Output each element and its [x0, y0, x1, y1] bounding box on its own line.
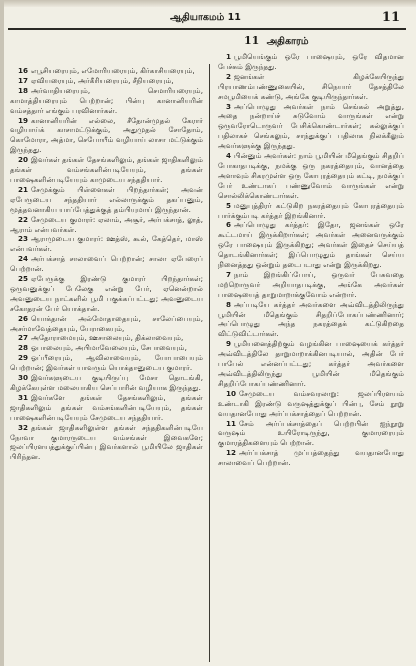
verse-text: ஜனங்கள் கிழக்கேயிருந்து பிரயாணம்பண்ணுகையில், சிநெயார் தேசத்திலே சமபூமியைக் கண்டு, அங்கே குடியிருந்தார்கள்.	[218, 71, 404, 101]
verse	[10, 155, 203, 185]
verse-text: கானானியரின் எல்லை, சீதோன்முதல் கேரார் வழியாய்க் காசாமட்டுக்கும், அதுமுதல் சோதோம், கொமோரா, அத்மா, செபோயீம் வழியாய் லாசா மட்டுக்கும் இருந்தது.	[10, 115, 203, 155]
right-column	[218, 52, 404, 468]
verse	[218, 448, 404, 468]
verse-text: பூமியெங்கும் ஒரே பாஷையும், ஒரே விதமான பேச்சும் இருந்தது.	[218, 52, 404, 71]
verse-number: 31	[18, 392, 29, 402]
verse	[10, 66, 203, 76]
verse-number: 2	[226, 71, 232, 81]
verse	[218, 220, 404, 270]
verse-number: 11	[226, 418, 237, 428]
chapter-word: அதிகாரம்	[266, 36, 309, 47]
verse-text: ஓபாலையும், அபிமாவேலையும், சேபாவையும்,	[31, 343, 187, 353]
verse-text: சேமுக்கும் பிள்ளைகள் பிறந்தார்கள்; அவன் ஏபேருடைய சந்ததியார் எல்லாருக்கும் தகப்பனும், மூத்தவனாகிய யாப்பேத்துக்குத் தம்பியுமாய் இருந்தான்.	[10, 184, 203, 214]
verse-number: 29	[18, 353, 29, 363]
verse	[218, 339, 404, 389]
verse-number: 26	[18, 313, 29, 323]
verse	[218, 300, 404, 340]
verse-number: 10	[226, 388, 237, 398]
verse-number: 9	[226, 339, 232, 349]
verse-number: 22	[18, 214, 29, 224]
verse-number: 27	[18, 333, 29, 343]
verse-number: 23	[18, 234, 29, 244]
verse-number: 6	[226, 220, 232, 230]
verse	[10, 373, 203, 393]
verse	[10, 234, 203, 254]
verse	[10, 314, 203, 334]
verse-number: 8	[226, 299, 232, 309]
verse	[10, 393, 203, 423]
verse	[10, 76, 203, 86]
header-rule	[8, 28, 406, 30]
verse-text: ஏபேருக்கு இரண்டு குமாரர் பிறந்தார்கள்; ஒருவனுக்குப் பேலேகு என்று பேர், ஏனென்றால் அவனுடைய நாட்களில் பூமி பகுக்கப்பட்டது; அவனுடைய சகோதரன் பேர் யொக்தான்.	[10, 274, 203, 313]
verse	[10, 274, 203, 314]
verse-number: 19	[18, 115, 29, 125]
verse-text: சேம் அர்ப்பக்சாத்தைப் பெற்றபின் ஐந்நூறு வருஷம் உயிரோடிருந்து, குமாரரையும் குமாரத்திகளையும் பெற்றான்.	[218, 418, 404, 448]
verse	[10, 353, 203, 373]
verse-text: சேமுடைய வம்சவரலாறு: ஜலப்பிரளயம் உண்டாகி இரண்டு வருஷத்துக்குப் பின்பு, சேம் நூறு வயதானபோது அர்ப்பக்சாத்தைப் பெற்றான்.	[218, 388, 404, 418]
verse-number: 32	[18, 422, 29, 432]
verse-number: 18	[18, 85, 29, 95]
verse-number: 20	[18, 155, 29, 165]
verse-text: இவர்களுடைய குடியிருப்பு மேசா தொடங்கி, கிழக்கேயுள்ள மலையாகிய செப்பாரின் வழியாக இருந்தது.	[10, 373, 203, 392]
verse	[218, 72, 404, 102]
verse-number: 21	[18, 184, 29, 194]
verse-text: தங்கள் ஜாதிகளிலுள்ள தங்கள் சந்ததிகளின்படியே நோவா குமாரருடைய வம்சங்கள் இவைகளே; ஜலப்பிரளயத்துக்குப்பின்பு இவர்களால் பூமியிலே ஜாதிகள் பிரிந்தன.	[10, 422, 203, 462]
verse-text: பின்னும் அவர்கள்: நாம் பூமியின் மீதெங்கும் சிதறிப் போகாதபடிக்கு, நமக்கு ஒரு நகரத்தையும், வானத்தை அளாவும் சிகரமுள்ள ஒரு கோபுரத்தையும் கட்டி, நமக்குப் பேர் உண்டாகப் பண்ணுவோம் வாருங்கள் என்று சொல்லிக்கொண்டார்கள்.	[218, 151, 404, 200]
verse	[218, 419, 404, 449]
verse-text: அர்பக்சாத் சாலாவைப் பெற்றான்; சாலா ஏபேரைப் பெற்றான்.	[10, 254, 203, 274]
verse	[218, 151, 404, 201]
verse	[10, 423, 203, 463]
verse	[10, 215, 203, 235]
verse-text: சேமுடைய குமாரர்: ஏலாம், அசூர், அர்பக்சாத், லூத், ஆராம் என்பவர்கள்.	[10, 214, 203, 234]
verse-number: 3	[226, 101, 232, 111]
verse-text: ஏவியரையும், அர்கீரியரையும், சீநியரையும்,	[31, 75, 174, 85]
verse	[10, 254, 203, 274]
chapter-number: 11	[244, 34, 260, 47]
verse-number: 30	[18, 373, 29, 383]
verse-text: ஓப்பீரையும், ஆவிலாவையும், யோபாபையும் பெற்றான்; இவர்கள் யாவரும் யொக்தானுடைய குமாரர்.	[10, 353, 203, 373]
verse-number: 16	[18, 66, 29, 75]
verse-text: யொக்தான் அல்மோதாதையும், சாலேப்பையும், அசர்மாவேத்தையும், யேராகையும்,	[10, 313, 203, 333]
verse	[218, 102, 404, 152]
verse-text: அதோராமையும், ஊசாலையும், திக்லாவையும்,	[31, 333, 184, 343]
verse	[10, 343, 203, 353]
verse-number: 1	[226, 52, 232, 61]
verse	[218, 201, 404, 221]
verse-text: மனுபுத்திரர் கட்டுகிற நகரத்தையும் கோபுரத்தையும் பார்க்கும்படி கர்த்தர் இறங்கினார்.	[218, 200, 404, 220]
verse-text: அப்பொழுது கர்த்தர்: இதோ, ஜனங்கள் ஒரே கூட்டமாய் இருக்கிறார்கள்; அவர்கள் அனைவருக்கும் ஒரே பாஷையும் இருக்கிறது; அவர்கள் இதைச் செய்யத் தொடங்கினார்கள்; இப்பொழுதும் தாங்கள் செய்ய நினைத்தது ஒன்றும் தடைபடாது என்று இருக்கிறது.	[218, 220, 404, 270]
page-top-edge	[4, 0, 416, 7]
verse-number: 12	[226, 448, 237, 458]
verse-text: எபூசியரையும், எமோரியரையும், கிர்காசியரையும்,	[31, 66, 195, 75]
verse	[218, 52, 404, 72]
verse	[218, 389, 404, 419]
verse-text: பூமியனைத்திற்கும் வழங்கின பாஷையைக் கர்த்தர் அவ்விடத்திலே தாறுமாறாக்கினபடியால், அதின் பேர் பாபேல் என்னப்பட்டது; கர்த்தர் அவர்களை அவ்விடத்திலிருந்து பூமியின் மீதெங்கும் சிதறிப்போகப்பண்ணினார்.	[218, 339, 404, 388]
verse-text: ஆராமுடைய குமாரர்: ஊத்ஸ், கூல், கேத்தெர், மாஸ் என்பவர்கள்.	[10, 234, 203, 254]
verse-number: 17	[18, 75, 29, 85]
verse-number: 25	[18, 274, 29, 284]
verse-text: அர்ப்பக்சாத் முப்பத்தைந்து வயதானபோது சாலாவைப் பெற்றான்.	[218, 448, 404, 468]
verse-number: 28	[18, 343, 29, 353]
left-column	[10, 66, 203, 462]
verse	[10, 185, 203, 215]
verse	[10, 116, 203, 156]
verse-text: இவர்கள் தங்கள் தேசங்களிலும், தங்கள் ஜாதிகளிலும் தங்கள் வம்சங்களின்படியேயும், தங்கள் பாஷைகளின்படியேயும் காமுடைய சந்ததியார்.	[10, 155, 203, 184]
verse	[218, 270, 404, 300]
page-gutter	[0, 0, 4, 666]
verse-text: அப்படியே கர்த்தர் அவர்களை அவ்விடத்திலிருந்து பூமியின் மீதெங்கும் சிதறிப்போகப்பண்ணினார்; அப்பொழுது அந்த நகரத்தைக் கட்டுகிறதை விட்டுவிட்டார்கள்.	[218, 299, 404, 339]
verse	[10, 333, 203, 343]
verse-text: அர்வாதியரையும், செமாரியரையும், காமாத்தியரையும் பெற்றான்; பின்பு கானானியரின் வம்சத்தார் எங்கும் பரவினார்கள்.	[10, 85, 203, 115]
verse-number: 24	[18, 254, 29, 264]
verse-number: 7	[226, 269, 232, 279]
verse-text: இவர்களே தங்கள் தேசங்களிலும், தங்கள் ஜாதிகளிலும் தங்கள் வம்சங்களின்படியேயும், தங்கள் பாஷைகளின்படியேயும் சேமுடைய சந்ததியார்.	[10, 392, 203, 422]
column-divider	[209, 64, 210, 662]
book-title: ஆதியாகமம் 11	[170, 12, 241, 23]
verse	[10, 86, 203, 116]
verse-number: 4	[226, 151, 232, 161]
page-number: 11	[381, 10, 400, 25]
chapter-heading	[244, 34, 309, 48]
verse-text: அப்பொழுது அவர்கள் நாம் செங்கல் அறுத்து, அதை நன்றாய்ச் சுடுவோம் வாருங்கள் என்று ஒருவரோடொருவர் பேசிக்கொண்டார்கள்; கல்லுக்குப் பதிலாகச் செங்கலும், சாந்துக்குப் பதிலாக நிலக்கீலும் அவர்களுக்கு இருந்தது.	[218, 101, 404, 151]
verse-number: 5	[226, 200, 232, 210]
verse-text: நாம் இறங்கிப்போய், ஒருவர் பேசுவதை மற்றொருவர் அறியாதபடிக்கு, அங்கே அவர்கள் பாஷையைத் தாறுமாறாக்குவோம் என்றார்.	[218, 269, 404, 299]
